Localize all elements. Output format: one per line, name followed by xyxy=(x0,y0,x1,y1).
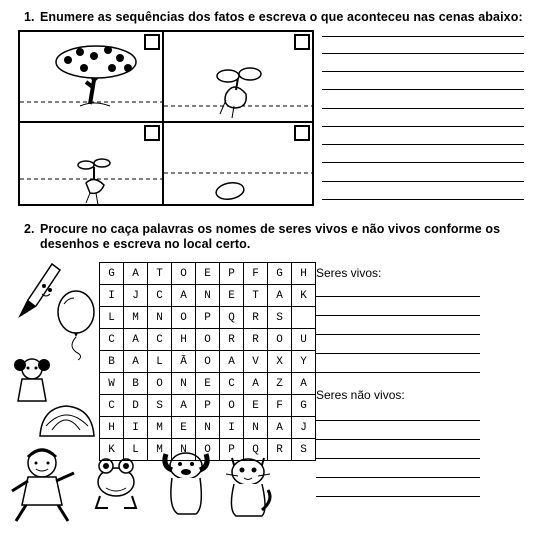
grid-cell[interactable]: O xyxy=(196,351,220,373)
answer-line[interactable] xyxy=(316,439,480,440)
writing-line[interactable] xyxy=(322,53,524,54)
answer-line[interactable] xyxy=(316,353,480,354)
grid-cell[interactable]: R xyxy=(244,329,268,351)
grid-row xyxy=(100,373,316,395)
grid-row xyxy=(100,329,316,351)
grid-cell[interactable]: R xyxy=(244,307,268,329)
scene-panel-2 xyxy=(162,30,314,123)
grid-cell[interactable]: Y xyxy=(292,351,316,373)
grid-row xyxy=(100,263,316,285)
small-sprout-illustration xyxy=(20,123,164,206)
grid-cell[interactable]: A xyxy=(124,351,148,373)
answer-line[interactable] xyxy=(316,420,480,421)
question-1-number: 1. xyxy=(24,10,35,24)
writing-line[interactable] xyxy=(322,126,524,127)
doll-illustration xyxy=(8,355,58,405)
answer-line[interactable] xyxy=(316,296,480,297)
frog-illustration xyxy=(92,452,140,512)
grid-cell[interactable]: U xyxy=(292,329,316,351)
grid-cell[interactable]: I xyxy=(220,417,244,439)
grid-cell[interactable]: C xyxy=(220,373,244,395)
grid-cell[interactable]: N xyxy=(196,285,220,307)
question-1-text: Enumere as sequências dos fatos e escreva o que aconteceu nas cenas abaixo: xyxy=(40,10,523,24)
order-checkbox-4[interactable] xyxy=(294,125,310,141)
grid-cell[interactable]: M xyxy=(148,439,172,461)
grid-row xyxy=(100,285,316,307)
grid-cell[interactable]: O xyxy=(196,329,220,351)
grid-cell[interactable]: A xyxy=(268,417,292,439)
grid-cell[interactable]: A xyxy=(172,395,196,417)
grid-cell[interactable]: A xyxy=(268,285,292,307)
grid-cell[interactable]: G xyxy=(100,263,124,285)
grid-cell[interactable]: Ã xyxy=(172,351,196,373)
grid-cell[interactable]: S xyxy=(148,395,172,417)
tree-illustration xyxy=(20,32,164,123)
grid-cell[interactable]: O xyxy=(196,439,220,461)
writing-line[interactable] xyxy=(322,71,524,72)
grid-cell[interactable]: P xyxy=(196,307,220,329)
question-1-title xyxy=(24,10,523,25)
grid-cell[interactable]: D xyxy=(124,395,148,417)
grid-cell[interactable]: L xyxy=(148,351,172,373)
grid-cell[interactable]: L xyxy=(124,439,148,461)
grid-row xyxy=(100,395,316,417)
grid-cell[interactable]: P xyxy=(196,395,220,417)
balloon-illustration xyxy=(50,290,100,360)
grid-cell[interactable]: B xyxy=(100,351,124,373)
grid-cell[interactable]: E xyxy=(220,285,244,307)
writing-line[interactable] xyxy=(322,162,524,163)
grid-cell[interactable]: B xyxy=(124,373,148,395)
grid-row xyxy=(100,351,316,373)
scene-panel-4 xyxy=(162,121,314,206)
answer-line[interactable] xyxy=(316,477,480,478)
writing-line[interactable] xyxy=(322,199,524,200)
grid-cell[interactable]: H xyxy=(100,417,124,439)
grid-cell[interactable]: E xyxy=(244,395,268,417)
frog-on-rock-illustration xyxy=(36,400,98,440)
question-2-text-line2: desenhos e escreva no local certo. xyxy=(40,237,251,251)
grid-cell[interactable]: O xyxy=(172,307,196,329)
grid-cell[interactable]: O xyxy=(220,395,244,417)
grid-cell[interactable]: J xyxy=(124,285,148,307)
question-2-title xyxy=(24,222,500,252)
grid-cell[interactable]: A xyxy=(292,373,316,395)
grid-cell[interactable]: M xyxy=(148,417,172,439)
seres-vivos-label: Seres vivos: xyxy=(316,266,382,280)
grid-cell[interactable]: F xyxy=(244,263,268,285)
grid-cell[interactable]: N xyxy=(148,307,172,329)
grid-cell[interactable]: A xyxy=(172,285,196,307)
grid-cell[interactable]: P xyxy=(220,439,244,461)
order-checkbox-1[interactable] xyxy=(144,34,160,50)
word-search-grid xyxy=(99,262,316,461)
girl-illustration xyxy=(6,445,86,525)
grid-cell[interactable]: H xyxy=(292,263,316,285)
grid-cell[interactable]: R xyxy=(220,329,244,351)
grid-cell[interactable]: J xyxy=(292,417,316,439)
grid-cell[interactable]: C xyxy=(100,395,124,417)
grid-cell[interactable]: H xyxy=(172,329,196,351)
grid-cell[interactable]: L xyxy=(100,307,124,329)
grid-cell[interactable]: O xyxy=(148,373,172,395)
grid-cell[interactable]: N xyxy=(196,417,220,439)
seres-nao-vivos-label: Seres não vivos: xyxy=(316,388,405,402)
grid-cell[interactable]: T xyxy=(244,285,268,307)
order-checkbox-2[interactable] xyxy=(294,34,310,50)
scene-panel-1 xyxy=(18,30,164,123)
grid-cell[interactable]: K xyxy=(100,439,124,461)
scene-panel-3 xyxy=(18,121,164,206)
grid-cell[interactable]: W xyxy=(100,373,124,395)
grid-cell[interactable]: N xyxy=(172,373,196,395)
grid-cell[interactable]: O xyxy=(268,329,292,351)
writing-line[interactable] xyxy=(322,108,524,109)
grid-cell[interactable]: C xyxy=(100,329,124,351)
grid-cell[interactable]: N xyxy=(244,417,268,439)
grid-cell[interactable]: I xyxy=(124,417,148,439)
grid-row xyxy=(100,417,316,439)
grid-cell[interactable]: P xyxy=(220,263,244,285)
grid-cell[interactable]: F xyxy=(268,395,292,417)
grid-cell[interactable]: G xyxy=(268,263,292,285)
grid-cell[interactable]: O xyxy=(172,263,196,285)
grid-row xyxy=(100,307,316,329)
grid-cell[interactable]: S xyxy=(268,307,292,329)
answer-line[interactable] xyxy=(316,458,480,459)
grid-cell[interactable]: Z xyxy=(268,373,292,395)
order-checkbox-3[interactable] xyxy=(144,125,160,141)
grid-cell[interactable]: A xyxy=(124,329,148,351)
writing-line[interactable] xyxy=(322,181,524,182)
grid-cell[interactable] xyxy=(292,307,316,329)
answer-line[interactable] xyxy=(316,372,480,373)
writing-line[interactable] xyxy=(322,36,524,37)
grid-cell[interactable]: E xyxy=(196,263,220,285)
grid-cell[interactable]: Q xyxy=(220,307,244,329)
grid-cell[interactable]: T xyxy=(148,263,172,285)
grid-cell[interactable]: S xyxy=(292,439,316,461)
writing-line[interactable] xyxy=(322,89,524,90)
answer-line[interactable] xyxy=(316,315,480,316)
grid-cell[interactable]: Q xyxy=(244,439,268,461)
grid-cell[interactable]: X xyxy=(268,351,292,373)
grid-cell[interactable]: M xyxy=(124,307,148,329)
answer-line[interactable] xyxy=(316,496,480,497)
grid-cell[interactable]: A xyxy=(124,263,148,285)
seed-on-ground-illustration xyxy=(164,123,314,206)
grid-row xyxy=(100,439,316,461)
grid-cell[interactable]: A xyxy=(220,351,244,373)
grid-cell[interactable]: A xyxy=(244,373,268,395)
grid-cell[interactable]: K xyxy=(292,285,316,307)
grid-cell[interactable]: N xyxy=(172,439,196,461)
grid-cell[interactable]: E xyxy=(196,373,220,395)
grid-cell[interactable]: V xyxy=(244,351,268,373)
answer-line[interactable] xyxy=(316,334,480,335)
grid-cell[interactable]: G xyxy=(292,395,316,417)
question-2-number: 2. xyxy=(24,222,35,236)
grid-cell[interactable]: I xyxy=(100,285,124,307)
question-2-text-line1: Procure no caça palavras os nomes de seres vivos e não vivos conforme os xyxy=(40,222,501,236)
sprouting-seed-illustration xyxy=(164,32,314,123)
grid-cell[interactable]: C xyxy=(148,285,172,307)
grid-cell[interactable]: E xyxy=(172,417,196,439)
grid-cell[interactable]: C xyxy=(148,329,172,351)
grid-cell[interactable]: R xyxy=(268,439,292,461)
writing-line[interactable] xyxy=(322,144,524,145)
